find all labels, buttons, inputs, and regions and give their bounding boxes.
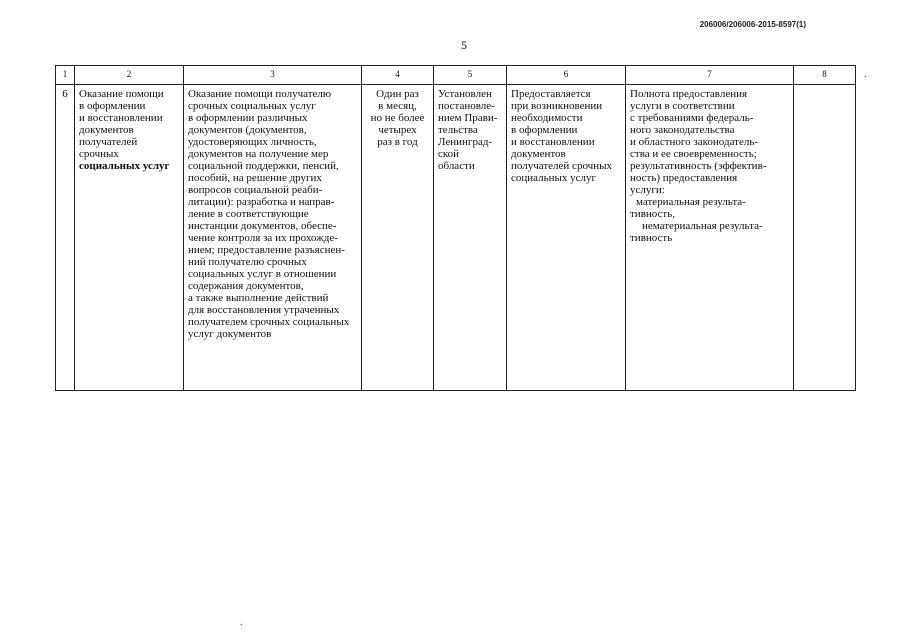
column-number: 8	[794, 66, 856, 85]
cell-line: в оформлении различных	[188, 112, 308, 124]
column-number: 1	[56, 66, 75, 85]
service-description-cell	[184, 85, 362, 391]
cell-line: при возникновении	[511, 100, 603, 112]
cell-line: документов	[511, 148, 566, 160]
cell-line: услуги в соответствии	[630, 100, 735, 112]
legal-basis-cell	[434, 85, 507, 391]
page-number: 5	[461, 38, 467, 52]
cell-line: инстанции документов, обеспе-	[188, 220, 337, 232]
cell-line: ний получателю срочных	[188, 256, 307, 268]
cell-line: вопросов социальной реаби-	[188, 184, 323, 196]
cell-line: документов (документов,	[188, 124, 307, 136]
cell-line: необходимости	[511, 112, 583, 124]
margin-dot: .	[240, 617, 243, 628]
cell-line: ства и ее своевременность;	[630, 148, 757, 160]
cell-line: чение контроля за их прохожде-	[188, 232, 338, 244]
cell-line: раз в год	[377, 136, 418, 148]
cell-line: тельства	[438, 124, 478, 136]
cell-line: и областного законодатель-	[630, 136, 759, 148]
cell-line: Установлен	[438, 88, 492, 100]
cell-line: содержания документов,	[188, 280, 304, 292]
cell-line: в оформлении	[511, 124, 578, 136]
cell-line: социальных услуг	[79, 160, 170, 172]
cell-line: постановле-	[438, 100, 495, 112]
cell-line: социальных услуг	[511, 172, 597, 184]
column-number: 3	[184, 66, 362, 85]
cell-line: и восстановлении	[511, 136, 595, 148]
services-table	[55, 65, 856, 391]
cell-line: нием; предоставление разъяснен-	[188, 244, 345, 256]
column-number-row	[56, 66, 856, 85]
cell-line: четырех	[378, 124, 417, 136]
cell-line: удостоверяющих личность,	[188, 136, 317, 148]
document-id: 206006/206006-2015-8597(1)	[699, 20, 806, 29]
cell-line: и восстановлении	[79, 112, 163, 124]
column-number: 7	[626, 66, 794, 85]
cell-line: Ленинград-	[438, 136, 493, 148]
cell-line: ность) предоставления	[630, 172, 738, 184]
cell-line: в месяц,	[378, 100, 417, 112]
cell-line: срочных социальных услуг	[188, 100, 316, 112]
cell-line: социальной поддержки, пенсий,	[188, 160, 339, 172]
cell-line: литации): разработка и направ-	[188, 196, 335, 208]
row-number-cell: 6	[56, 85, 75, 391]
cell-line: документов	[79, 124, 134, 136]
cell-line: в оформлении	[79, 100, 146, 112]
cell-line: а также выполнение действий	[188, 292, 329, 304]
cell-line: получателей срочных	[511, 160, 612, 172]
cell-line: услуг документов	[188, 328, 272, 340]
quality-criteria-cell	[626, 85, 794, 391]
cell-line: тивность	[630, 232, 673, 244]
cell-line: ление в соответствующие	[188, 208, 309, 220]
column-number: 4	[362, 66, 434, 85]
conditions-cell	[507, 85, 626, 391]
cell-line: но не более	[370, 112, 425, 124]
cell-line: тивность,	[630, 208, 676, 220]
cell-line: Оказание помощи получателю	[188, 88, 332, 100]
cell-line: услуги:	[630, 184, 665, 196]
cell-line: Один раз	[376, 88, 419, 100]
cell-line: пособий, на решение других	[188, 172, 322, 184]
frequency-cell	[362, 85, 434, 391]
column-number: 5	[434, 66, 507, 85]
column-number: 2	[75, 66, 184, 85]
cell-line: для восстановления утраченных	[188, 304, 340, 316]
cell-line: Полнота предоставления	[630, 88, 748, 100]
service-name-cell	[75, 85, 184, 391]
cell-line: ного законодательства	[630, 124, 735, 136]
cell-line: социальных услуг в отношении	[188, 268, 337, 280]
cell-line: с требованиями федераль-	[630, 112, 754, 124]
margin-dot: .	[864, 69, 867, 80]
cell-line: ской	[438, 148, 460, 160]
cell-line: Предоставляется	[511, 88, 591, 100]
cell-line: получателем срочных социальных	[188, 316, 350, 328]
cell-line: нематериальная результа-	[642, 220, 763, 232]
column-number: 6	[507, 66, 626, 85]
cell-line: нием Прави-	[438, 112, 498, 124]
cell-line: срочных	[79, 148, 119, 160]
cell-line: получателей	[79, 136, 138, 148]
cell-line: материальная результа-	[636, 196, 746, 208]
notes-cell	[794, 85, 856, 391]
cell-line: документов на получение мер	[188, 148, 329, 160]
table-row	[56, 85, 856, 391]
cell-line: результативность (эффектив-	[630, 160, 767, 172]
cell-line: Оказание помощи	[79, 88, 164, 100]
cell-line: области	[438, 160, 475, 172]
